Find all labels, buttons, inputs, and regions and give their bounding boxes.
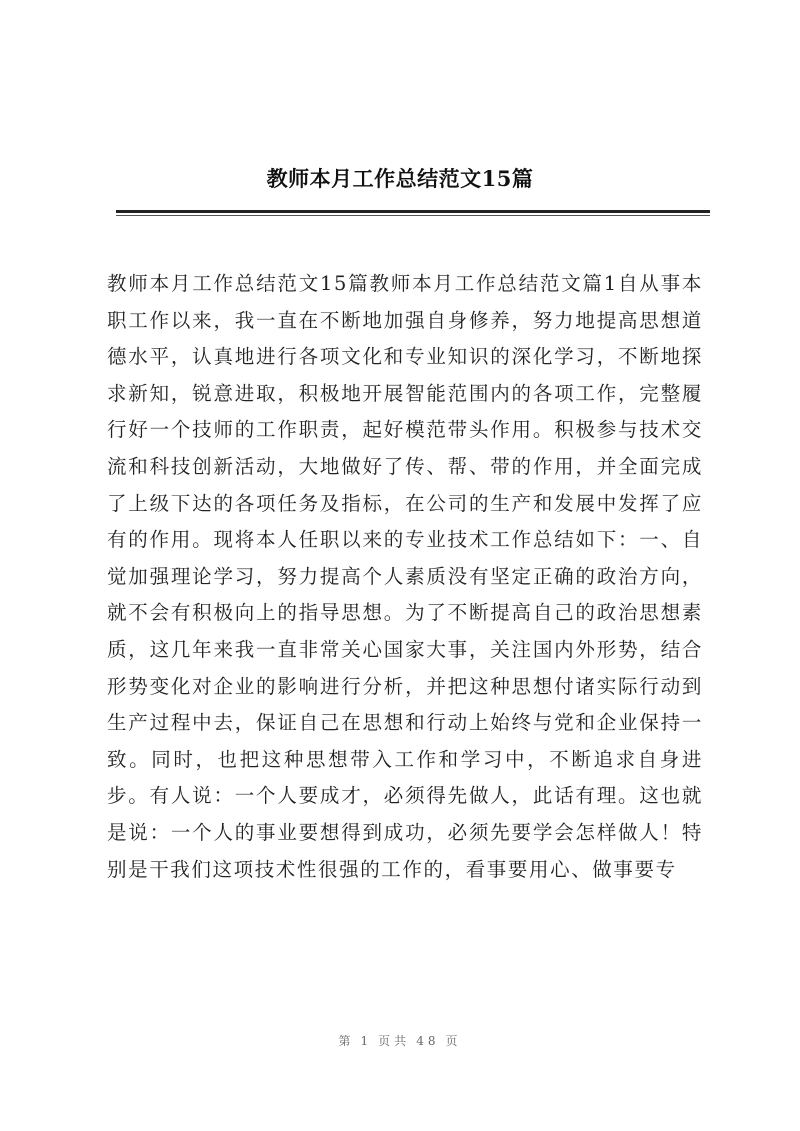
footer-middle: 页共	[378, 1034, 411, 1048]
document-title: 教师本月工作总结范文15篇	[266, 166, 534, 191]
footer-prefix: 第	[338, 1034, 355, 1048]
title-divider	[116, 210, 710, 213]
title-divider-thin	[116, 215, 710, 216]
footer-total-pages: 48	[416, 1034, 440, 1048]
page-footer	[0, 1032, 800, 1049]
footer-suffix: 页	[445, 1034, 462, 1048]
footer-page-number: 1	[360, 1034, 373, 1048]
body-paragraph: 教师本月工作总结范文15篇教师本月工作总结范文篇1自从事本职工作以来，我一直在不断地加强自身修养，努力地提高思想道德水平，认真地进行各项文化和专业知识的深化学习，不断地探求新知，锐意进取，积极地开展智能范围内的各项工作，完整履行好一个技师的工作职责，起好模范带头作用。积极参与技术交流和科技创新活动，大地做好了传、帮、带的作用，并全面完成了上级下达的各项任务及指标，在公司的生产和发展中发挥了应有的作用。现将本人任职以来的专业技术工作总结如下：一、自觉加强理论学习，努力提高个人素质没有坚定正确的政治方向，就不会有积极向上的指导思想。为了不断提高自己的政治思想素质，这几年来我一直非常关心国家大事，关注国内外形势，结合形势变化对企业的影响进行分析，并把这种思想付诸实际行动到生产过程中去，保证自己在思想和行动上始终与党和企业保持一致。同时，也把这种思想带入工作和学习中，不断追求自身进步。有人说：一个人要成才，必须得先做人，此话有理。这也就是说：一个人的事业要想得到成功，必须先要学会怎样做人！特别是干我们这项技术性很强的工作的，看事要用心、做事要专	[107, 272, 703, 881]
